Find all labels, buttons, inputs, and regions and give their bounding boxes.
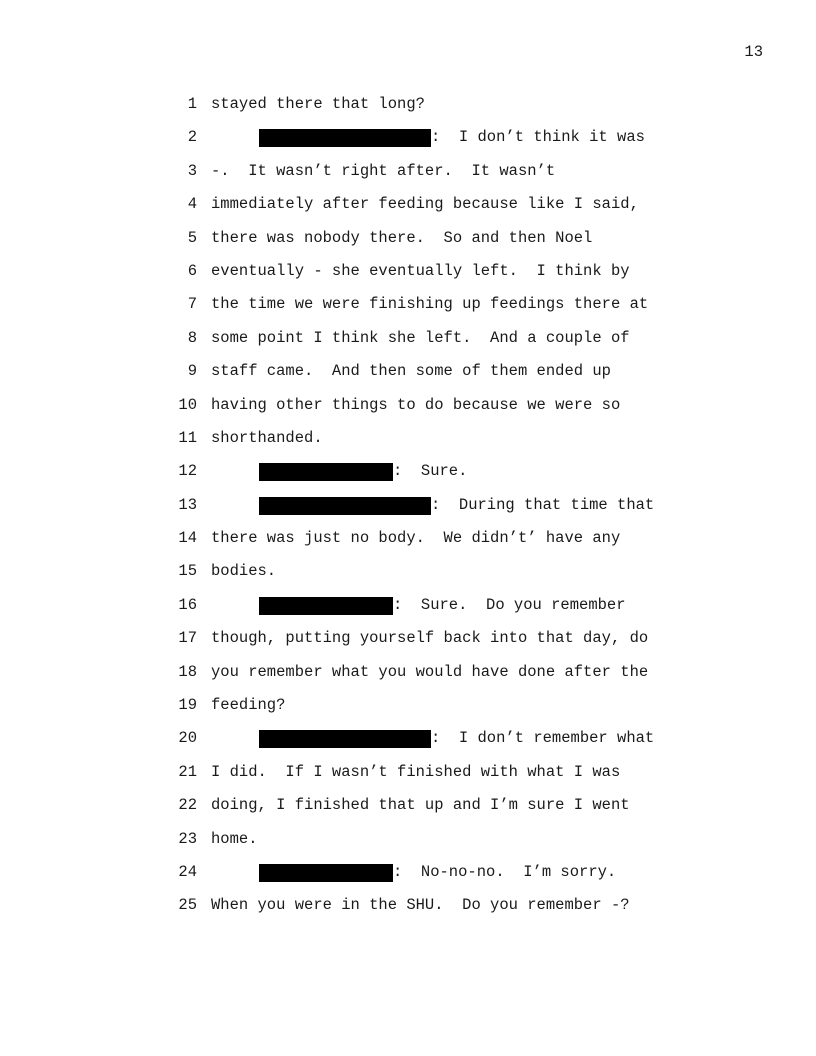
line-text: there was nobody there. So and then Noel bbox=[211, 228, 593, 247]
redacted-speaker-name bbox=[259, 730, 431, 748]
line-number: 16 bbox=[178, 595, 197, 614]
line-text: staff came. And then some of them ended up bbox=[211, 362, 611, 381]
speaker-text: : Sure. Do you remember bbox=[393, 595, 626, 614]
line-number: 24 bbox=[178, 862, 197, 881]
redacted-speaker-name bbox=[259, 129, 431, 147]
speaker-line bbox=[259, 126, 645, 148]
line-text: though, putting yourself back into that day, do bbox=[211, 629, 649, 648]
line-text: some point I think she left. And a couple of bbox=[211, 328, 630, 347]
line-text: having other things to do because we were so bbox=[211, 395, 621, 414]
line-number: 9 bbox=[187, 362, 197, 381]
line-number: 11 bbox=[178, 428, 197, 447]
redacted-speaker-name bbox=[259, 864, 393, 882]
line-number: 3 bbox=[187, 161, 197, 180]
line-number: 23 bbox=[178, 829, 197, 848]
speaker-text: : I don’t think it was bbox=[431, 128, 645, 147]
line-number: 12 bbox=[178, 462, 197, 481]
line-number: 17 bbox=[178, 629, 197, 648]
speaker-line bbox=[259, 594, 626, 616]
line-number: 5 bbox=[187, 228, 197, 247]
line-number: 2 bbox=[187, 128, 197, 147]
redacted-speaker-name bbox=[259, 463, 393, 481]
line-text: eventually - she eventually left. I think by bbox=[211, 261, 630, 280]
line-number: 14 bbox=[178, 529, 197, 548]
speaker-text: : During that time that bbox=[431, 495, 655, 514]
line-text: feeding? bbox=[211, 696, 286, 715]
line-text: immediately after feeding because like I said, bbox=[211, 195, 639, 214]
speaker-text: : No-no-no. I’m sorry. bbox=[393, 862, 617, 881]
speaker-line bbox=[259, 494, 654, 516]
line-text: -. It wasn’t right after. It wasn’t bbox=[211, 161, 556, 180]
line-number: 1 bbox=[187, 95, 197, 113]
line-number: 10 bbox=[178, 395, 197, 414]
line-number: 25 bbox=[178, 896, 197, 915]
page-number: 13 bbox=[744, 43, 763, 61]
line-text: home. bbox=[211, 829, 258, 848]
line-number: 15 bbox=[178, 562, 197, 581]
line-text: I did. If I wasn’t finished with what I was bbox=[211, 762, 621, 781]
redacted-speaker-name bbox=[259, 497, 431, 515]
line-number: 7 bbox=[187, 295, 197, 314]
line-text: bodies. bbox=[211, 562, 277, 581]
line-number: 19 bbox=[178, 696, 197, 715]
line-number: 22 bbox=[178, 796, 197, 815]
line-number: 4 bbox=[187, 195, 197, 214]
line-text: there was just no body. We didn’t’ have any bbox=[211, 529, 621, 548]
line-number: 21 bbox=[178, 762, 197, 781]
line-text: you remember what you would have done after the bbox=[211, 662, 649, 681]
line-text: stayed there that long? bbox=[211, 95, 425, 113]
line-number: 13 bbox=[178, 495, 197, 514]
line-text: shorthanded. bbox=[211, 428, 323, 447]
line-number: 20 bbox=[178, 729, 197, 748]
speaker-text: : I don’t remember what bbox=[431, 729, 655, 748]
speaker-text: : Sure. bbox=[393, 462, 468, 481]
line-number: 18 bbox=[178, 662, 197, 681]
redacted-speaker-name bbox=[259, 597, 393, 615]
line-text: When you were in the SHU. Do you remember -? bbox=[211, 896, 630, 915]
line-text: the time we were finishing up feedings there at bbox=[211, 295, 649, 314]
line-text: doing, I finished that up and I’m sure I went bbox=[211, 796, 630, 815]
speaker-line bbox=[259, 861, 616, 883]
line-number: 8 bbox=[187, 328, 197, 347]
speaker-line bbox=[259, 727, 654, 749]
line-number: 6 bbox=[187, 261, 197, 280]
speaker-line bbox=[259, 460, 467, 482]
